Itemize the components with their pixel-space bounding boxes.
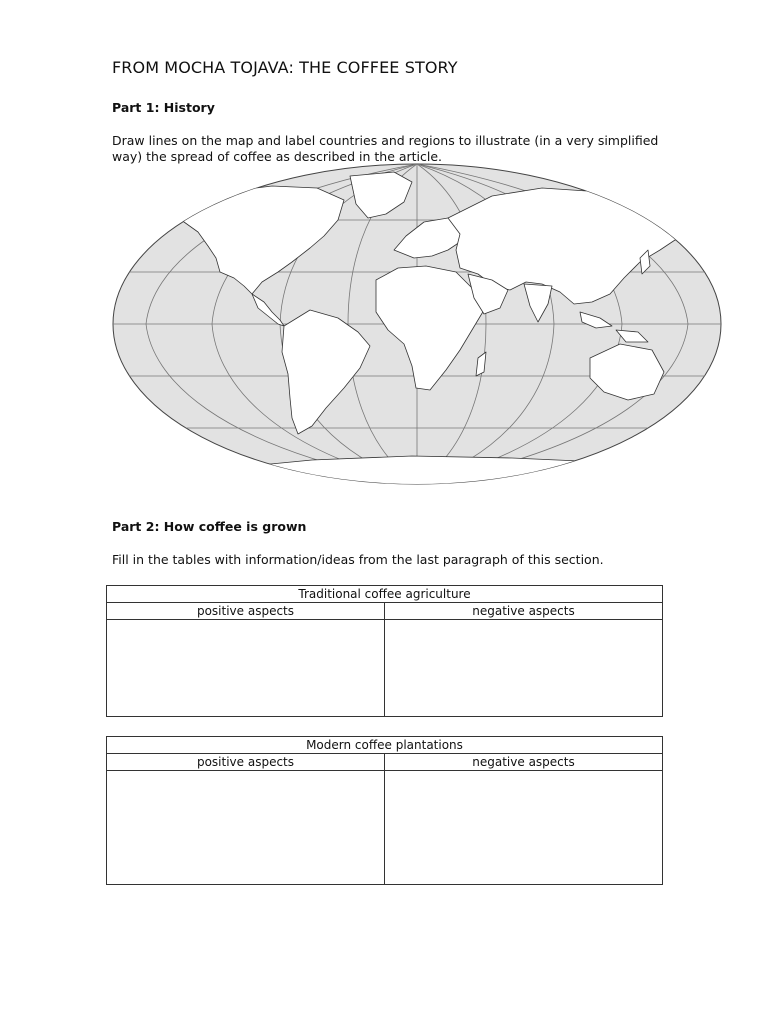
positive-aspects-header: positive aspects — [107, 603, 385, 620]
part1-instructions — [112, 133, 672, 165]
part1-heading: Part 1: History — [112, 100, 215, 115]
table-title: Modern coffee plantations — [107, 737, 663, 754]
modern-plantations-table — [106, 736, 663, 885]
part2-instructions: Fill in the tables with information/ideas from the last paragraph of this section. — [112, 552, 604, 567]
traditional-agriculture-table — [106, 585, 663, 717]
negative-aspects-header: negative aspects — [385, 754, 663, 771]
table-title: Traditional coffee agriculture — [107, 586, 663, 603]
positive-aspects-cell[interactable] — [107, 771, 385, 885]
negative-aspects-cell[interactable] — [385, 771, 663, 885]
negative-aspects-cell[interactable] — [385, 620, 663, 717]
part2-heading: Part 2: How coffee is grown — [112, 519, 307, 534]
negative-aspects-header: negative aspects — [385, 603, 663, 620]
part1-instructions-line2: way) the spread of coffee as described in the article. — [112, 149, 443, 164]
world-map-icon — [112, 162, 722, 488]
positive-aspects-header: positive aspects — [107, 754, 385, 771]
part1-instructions-line1: Draw lines on the map and label countries and regions to illustrate (in a very simplified — [112, 133, 659, 148]
page-title: FROM MOCHA TOJAVA: THE COFFEE STORY — [112, 58, 458, 77]
positive-aspects-cell[interactable] — [107, 620, 385, 717]
